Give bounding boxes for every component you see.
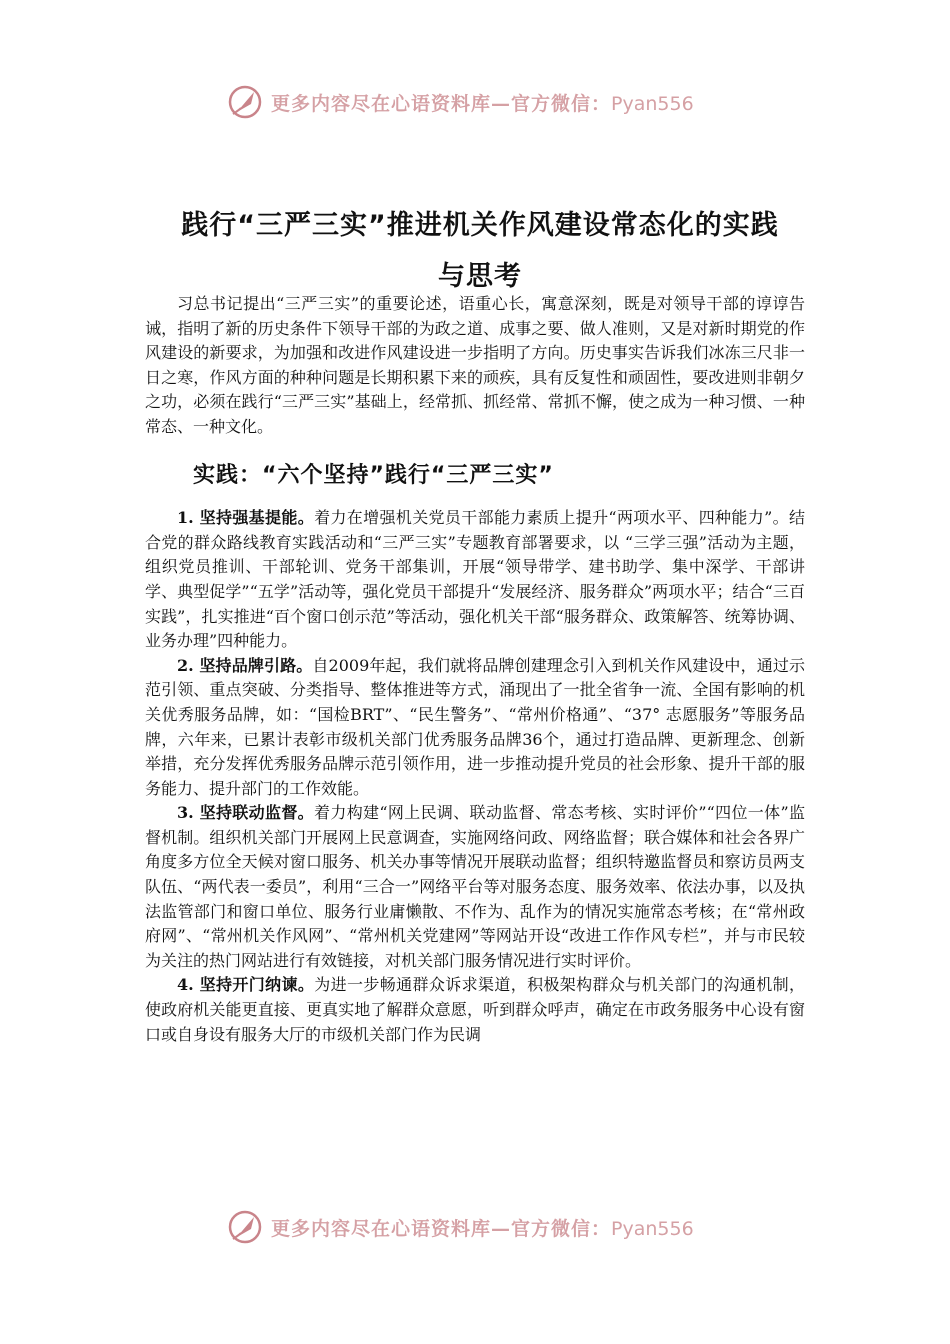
section-heading: 实践：“六个坚持”践行“三严三实” <box>193 462 554 488</box>
quill-logo-icon <box>227 1209 263 1245</box>
item-heading: 1. 坚持强基提能。 <box>177 508 315 528</box>
header-watermark <box>227 82 747 122</box>
item-body: 着力在增强机关党员干部能力素质上提升“两项水平、四种能力”。结合党的群众路线教育实践活动和“三严三实”专题教育部署要求，以 “三学三强”活动为主题，组织党员推训、干部轮训、党务干部集训，开展“领导带学、建书助学、集中深学、干部讲学、典型促学”“五学”活动等，强化党员干部提升“发展经济、服务群众”两项水平；结合“三百实践”，扎实推进“百个窗口创示范”等活动，强化机关干部“服务群众、政策解答、统筹协调、业务办理”四种能力。 <box>145 508 805 651</box>
item-heading: 3. 坚持联动监督。 <box>177 803 315 823</box>
item-heading: 4. 坚持开门纳谏。 <box>177 975 315 995</box>
watermark-wechat-id: Pyan556 <box>611 1217 694 1240</box>
item-body: 着力构建“网上民调、联动监督、常态考核、实时评价”“四位一体”监督机制。组织机关部门开展网上民意调查，实施网络问政、网络监督；联合媒体和社会各界广角度多方位全天候对窗口服务、机关办事等情况开展联动监督；组织特邀监督员和察访员两支队伍、“两代表一委员”，利用“三合一”网络平台等对服务态度、服务效率、依法办事，以及执法监管部门和窗口单位、服务行业庸懒散、不作为、乱作为的情况实施常态考核；在“常州政府网”、“常州机关作风网”、“常州机关党建网”等网站开设“改进工作作风专栏”，并与市民较为关注的热门网站进行有效链接，对机关部门服务情况进行实时评价。 <box>145 803 805 970</box>
document-body <box>145 292 805 1047</box>
list-item <box>145 506 805 654</box>
item-heading: 2. 坚持品牌引路。 <box>177 655 313 675</box>
item-body: 为进一步畅通群众诉求渠道，积极架构群众与机关部门的沟通机制，使政府机关能更直接、更真实地了解群众意愿，听到群众呼声，确定在市政务服务中心设有窗口或自身设有服务大厅的市级机关部门作为民调 <box>145 975 805 1044</box>
list-item <box>145 973 805 1047</box>
quill-logo-icon <box>227 84 263 120</box>
watermark-text: 更多内容尽在心语资料库—官方微信：Pyan556 <box>271 1217 694 1240</box>
watermark-wechat-id: Pyan556 <box>611 92 694 115</box>
watermark-text: 更多内容尽在心语资料库—官方微信：Pyan556 <box>271 92 694 115</box>
item-body: 自2009年起，我们就将品牌创建理念引入到机关作风建设中，通过示范引领、重点突破、分类指导、整体推进等方式，涌现出了一批全省争一流、全国有影响的机关优秀服务品牌，如：“国检BRT”、“民生警务”、“常州价格通”、“37° 志愿服务”等服务品牌，六年来，已累计表彰市级机关部门优秀服务品牌36个，通过打造品牌、更新理念、创新举措，充分发挥优秀服务品牌示范引领作用，进一步推动提升党员的社会形象、提升干部的服务能力、提升部门的工作效能。 <box>145 655 805 798</box>
intro-paragraph: 习总书记提出“三严三实”的重要论述，语重心长，寓意深刻，既是对领导干部的谆谆告诫，指明了新的历史条件下领导干部的为政之道、成事之要、做人准则，又是对新时期党的作风建设的新要求，为加强和改进作风建设进一步指明了方向。历史事实告诉我们冰冻三尺非一日之寒，作风方面的种种问题是长期积累下来的顽疾，具有反复性和顽固性，要改进则非朝夕之功，必须在践行“三严三实”基础上，经常抓、抓经常、常抓不懈，使之成为一种习惯、一种常态、一种文化。 <box>145 294 805 436</box>
list-item <box>145 654 805 802</box>
list-item <box>145 801 805 973</box>
document-title-line2: 与思考 <box>438 261 522 292</box>
document-title-line1: 践行“三严三实”推进机关作风建设常态化的实践 <box>181 210 779 241</box>
footer-watermark <box>227 1207 747 1247</box>
